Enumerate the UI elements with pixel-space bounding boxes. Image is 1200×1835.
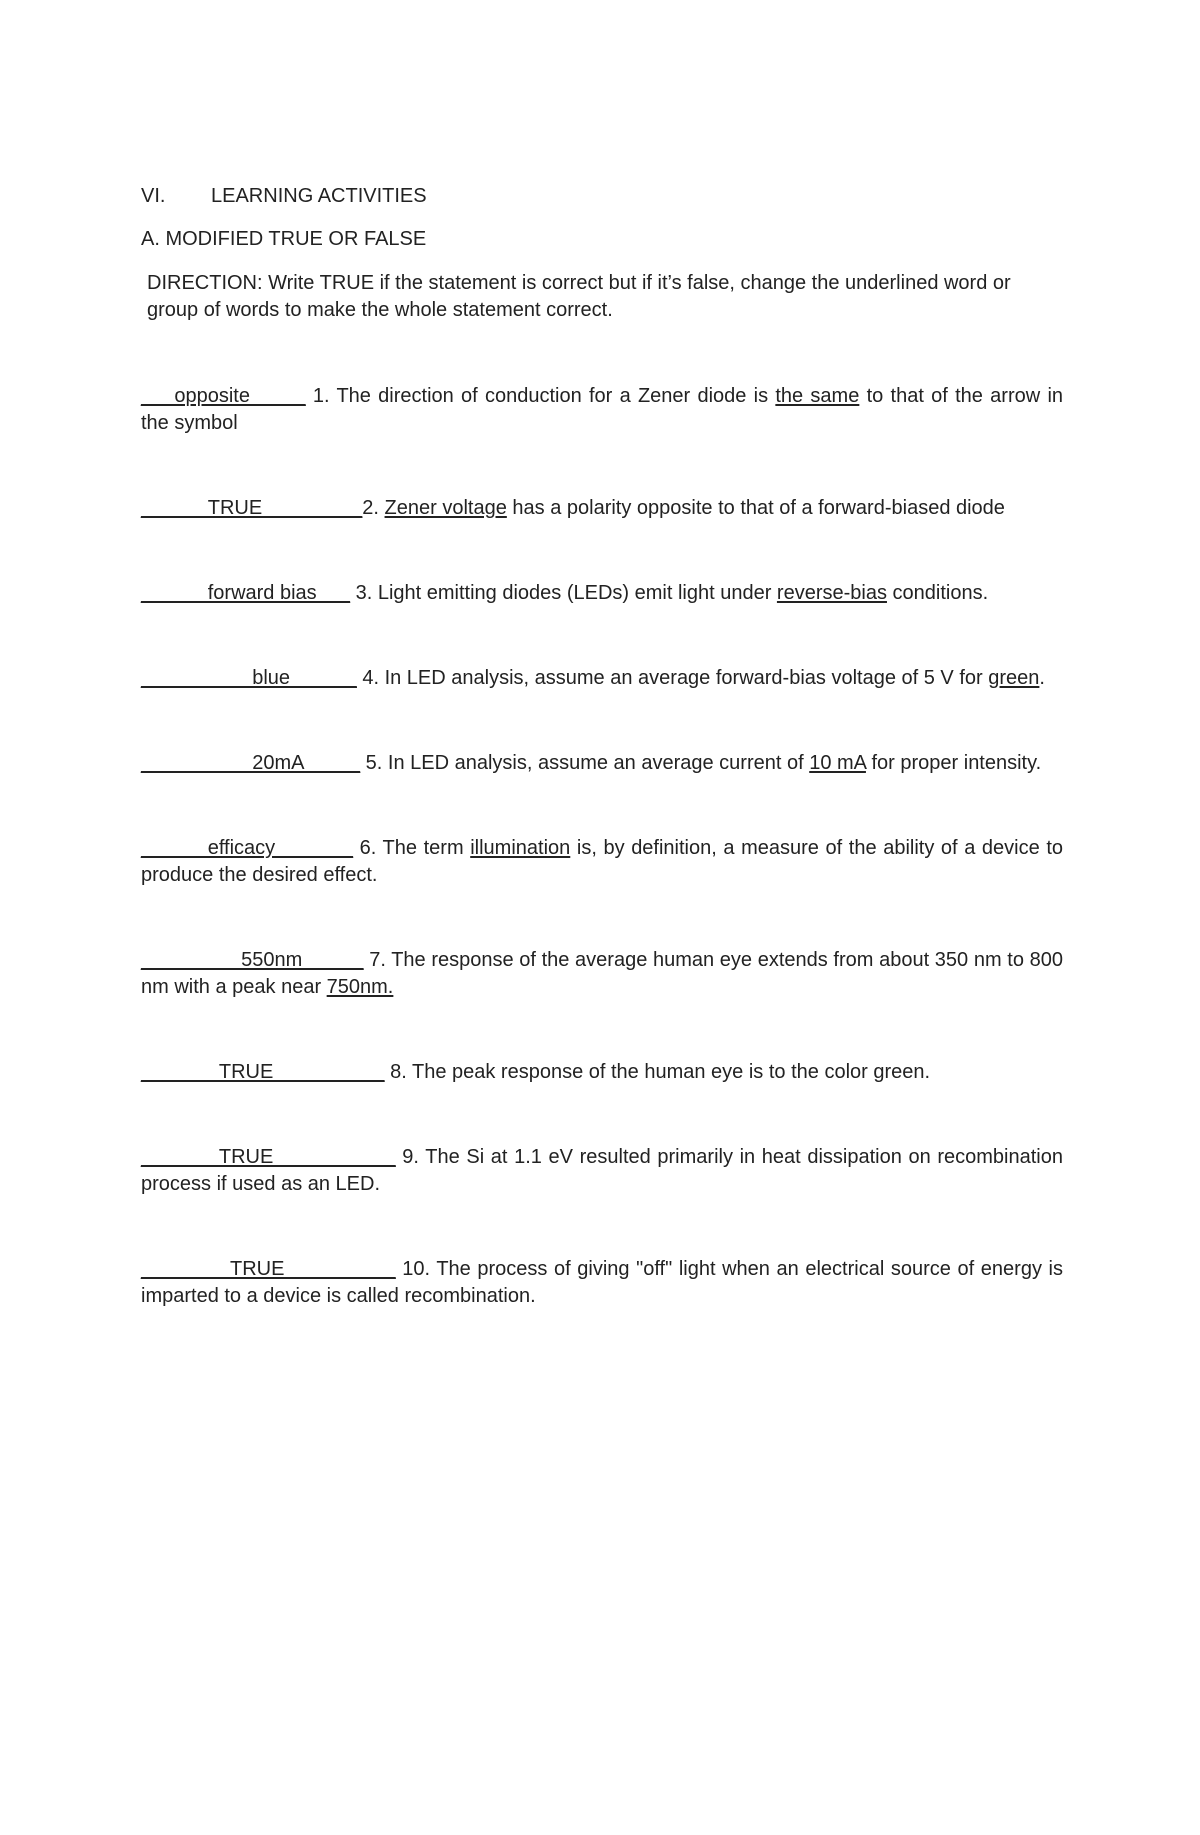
question-list [141,383,1063,1310]
statement-text: 2. [362,497,385,519]
question-item-3 [141,580,1063,607]
statement-text-end: conditions. [886,582,989,604]
underlined-term: reverse-bias [776,582,887,604]
question-item-1 [141,383,1063,437]
section-title: LEARNING ACTIVITIES [211,185,427,207]
question-item-9 [141,1144,1063,1198]
question-item-7 [141,947,1063,1001]
answer-blank: ______forward bias___ [141,582,351,604]
question-item-2 [141,495,1063,522]
underlined-term: 750nm. [326,976,394,998]
question-item-4 [141,665,1063,692]
answer-blank: ______efficacy_______ [141,837,354,859]
underlined-term: 10 mA [809,752,866,774]
statement-text-end: has a polarity opposite to that of a forward-biased diode [506,497,1005,519]
direction-text: DIRECTION: Write TRUE if the statement is correct but if it’s false, change the underlined word or group of words to make the whole statement correct. [147,272,1011,321]
statement-text: 6. The term [353,837,471,859]
statement-text: 9. The Si at 1.1 eV resulted primarily in heat dissipation on recombination process if used as an LED. [141,1146,1063,1195]
statement-text: 3. Light emitting diodes (LEDs) emit light under [350,582,777,604]
underlined-term: illumination [470,837,571,859]
question-item-6 [141,835,1063,889]
question-item-8 [141,1059,1063,1086]
underlined-term: Zener voltage [384,497,507,519]
statement-text: 7. The response of the average human eye extends from about 350 nm to 800 nm with a peak near [141,949,1063,998]
statement-text-end: for proper intensity. [865,752,1042,774]
question-item-5 [141,750,1063,777]
answer-blank: ___opposite_____ [141,385,306,407]
underlined-term: green [988,667,1040,689]
statement-text: 10. The process of giving "off" light when an electrical source of energy is imparted to a device is called recombination. [141,1258,1063,1307]
section-heading [141,183,1063,210]
answer-blank: _______TRUE___________ [141,1146,396,1168]
question-item-10 [141,1256,1063,1310]
part-title: A. MODIFIED TRUE OR FALSE [141,228,427,250]
statement-text: 1. The direction of conduction for a Zener diode is [305,385,776,407]
statement-text-end: . [1039,667,1045,689]
answer-blank: ________TRUE__________ [141,1258,396,1280]
answer-blank: _________550nm _____ [141,949,364,971]
answer-blank: _______TRUE__________ [141,1061,385,1083]
answer-blank: __________20mA_____ [141,752,361,774]
answer-blank: __________blue______ [141,667,357,689]
section-number: VI. [141,185,166,207]
answer-blank: ______TRUE_________ [141,497,363,519]
statement-text-end: is, by definition, a measure of the ability of a device to produce the desired effect. [141,837,1064,886]
statement-text: 4. In LED analysis, assume an average forward-bias voltage of 5 V for [356,667,989,689]
worksheet-page [141,183,1063,1310]
underlined-term: the same [775,385,860,407]
statement-text: 8. The peak response of the human eye is to the color green. [384,1061,931,1083]
statement-text-end: to that of the arrow in the symbol [141,385,1064,434]
statement-text: 5. In LED analysis, assume an average current of [360,752,810,774]
